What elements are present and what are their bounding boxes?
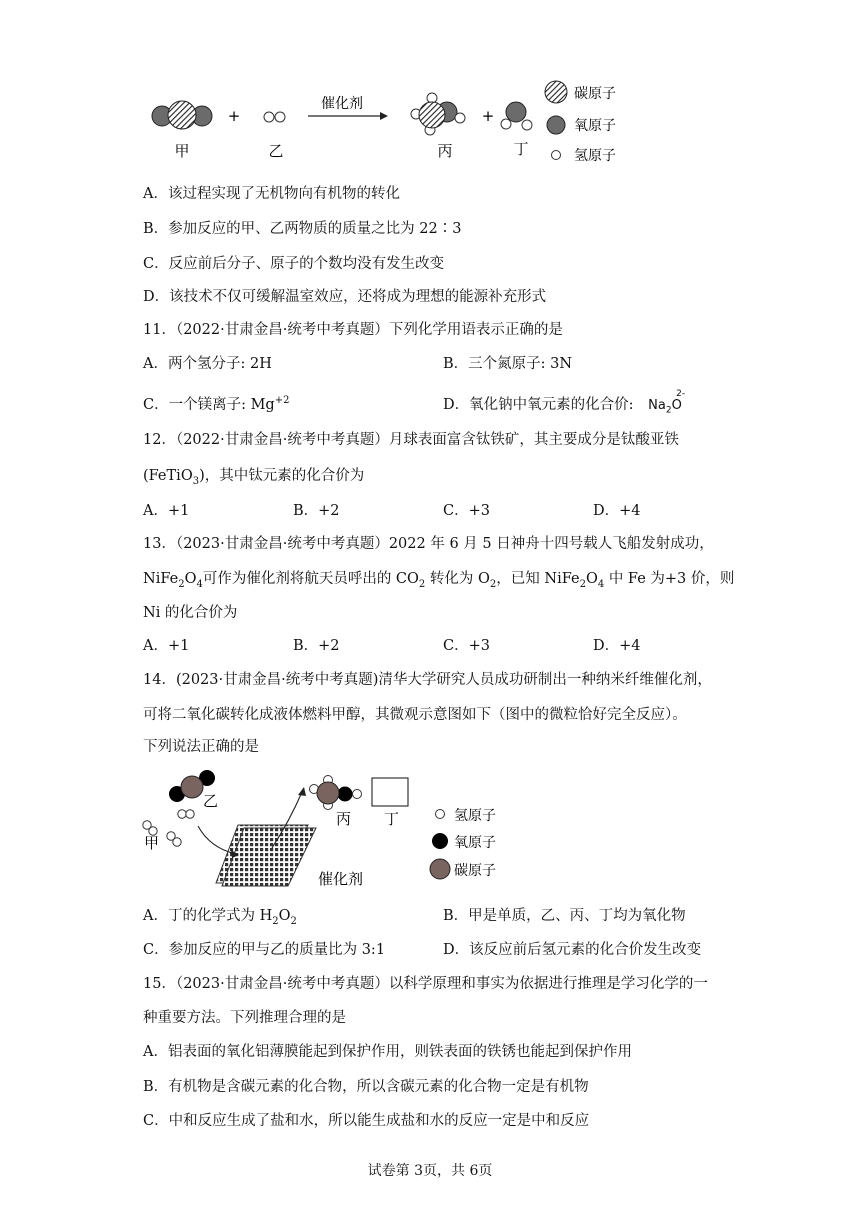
molecule-yi (264, 112, 285, 122)
q15-option-a: A．铝表面的氧化铝薄膜能起到保护作用，则铁表面的铁锈也能起到保护作用 (143, 1044, 632, 1060)
reaction-diagram-1 (140, 78, 640, 170)
q13-option-d: D．+4 (593, 638, 641, 654)
q15-option-b: B．有机物是含碳元素的化合物，所以含碳元素的化合物一定是有机物 (143, 1079, 589, 1095)
q10-option-c: C．反应前后分子、原子的个数均没有发生改变 (143, 256, 445, 272)
legend-hydrogen: 氢原子 (574, 148, 616, 164)
label-catalyst: 催化剂 (318, 870, 364, 888)
molecule-jia (152, 101, 212, 129)
legend-oxygen: 氧原子 (574, 118, 616, 134)
label-jia: 甲 (174, 142, 190, 160)
label-bing: 丙 (437, 142, 453, 160)
label-ding: 丁 (513, 140, 529, 158)
box-ding (372, 778, 408, 806)
q14-line-2: 可将二氧化碳转化成液体燃料甲醇，其微观示意图如下（图中的微粒恰好完全反应）。 (143, 707, 687, 723)
molecule-ding (501, 102, 532, 130)
molecule-bing (411, 93, 465, 135)
q12-option-a: A．+1 (143, 503, 190, 519)
q12-option-c: C．+3 (443, 503, 490, 519)
q14-option-c: C．参加反应的甲与乙的质量比为 3:1 (143, 942, 386, 958)
q10-option-d: D．该技术不仅可缓解温室效应，还将成为理想的能源补充形式 (143, 289, 547, 305)
q12-option-b: B．+2 (293, 503, 340, 519)
legend-oxygen-2: 氧原子 (454, 835, 496, 851)
label-yi-2: 乙 (203, 792, 219, 810)
q14-line-1: 14．(2023·甘肃金昌·统考中考真题)清华大学研究人员成功研制出一种纳米纤维催化剂， (143, 672, 712, 688)
label-yi: 乙 (268, 142, 284, 160)
page-footer: 试卷第 3页，共 6页 (367, 1163, 493, 1179)
q10-option-b: B．参加反应的甲、乙两物质的质量之比为 22∶3 (143, 221, 462, 237)
q13-option-c: C．+3 (443, 638, 490, 654)
label-ding-2: 丁 (384, 810, 400, 828)
q11-option-a: A．两个氢分子: 2H (143, 356, 272, 372)
legend-carbon: 碳原子 (574, 86, 616, 102)
catalyst-plates (216, 825, 316, 886)
q13-option-b: B．+2 (293, 638, 340, 654)
q11-option-c: C．一个镁离子: $Mg^{+2}$ (143, 395, 290, 413)
legend-hydrogen-2: 氢原子 (454, 808, 496, 824)
q11-stem: 11．（2022·甘肃金昌·统考中考真题）下列化学用语表示正确的是 (143, 322, 563, 338)
label-bing-2: 丙 (336, 810, 352, 828)
q15-line-1: 15．（2023·甘肃金昌·统考中考真题）以科学原理和事实为依据进行推理是学习化学的一 (143, 976, 708, 992)
legend-2 (430, 808, 496, 879)
q14-option-a: A．丁的化学式为 $H_2O_2$ (143, 908, 297, 927)
legend-1 (545, 81, 616, 164)
molecule-bing-2 (310, 776, 362, 810)
q13-line-3: Ni 的化合价为 (143, 605, 238, 621)
label-jia-2: 甲 (144, 834, 160, 852)
q14-option-b: B．甲是单质，乙、丙、丁均为氧化物 (443, 908, 686, 924)
q14-line-3: 下列说法正确的是 (143, 739, 259, 755)
plus-sign: + (227, 107, 241, 125)
q14-option-d: D．该反应前后氢元素的化合价发生改变 (443, 942, 702, 958)
plus-sign-2: + (481, 107, 495, 125)
reaction-diagram-2 (140, 768, 540, 896)
arrow-head (380, 112, 388, 120)
q12-line-2: (FeTiO$_3$)，其中钛元素的化合价为 (143, 468, 365, 487)
q10-option-a: A．该过程实现了无机物向有机物的转化 (143, 186, 400, 202)
q13-option-a: A．+1 (143, 638, 190, 654)
legend-carbon-2: 碳原子 (454, 863, 496, 879)
q15-line-2: 种重要方法。下列推理合理的是 (143, 1010, 346, 1026)
q12-line-1: 12．（2022·甘肃金昌·统考中考真题）月球表面富含钛铁矿，其主要成分是钛酸亚铁 (143, 432, 679, 448)
q13-line-1: 13．（2023·甘肃金昌·统考中考真题）2022 年 6 月 5 日神舟十四号载人飞船发射成功， (143, 536, 714, 552)
q11-option-b: B．三个氮原子: 3N (443, 356, 573, 372)
arrow-label-catalyst: 催化剂 (321, 96, 363, 112)
q13-line-2: $NiFe_2O_4$可作为催化剂将航天员呼出的 $CO_2$ 转化为 $O_2$，已知 $NiFe_2O_4$ 中 Fe 为+3 价，则 (143, 571, 735, 590)
q12-option-d: D．+4 (593, 503, 641, 519)
q11-option-d: D．氧化钠中氧元素的化合价: $Na_2O$ 2- (443, 389, 686, 416)
q15-option-c: C．中和反应生成了盐和水，所以能生成盐和水的反应一定是中和反应 (143, 1113, 590, 1129)
